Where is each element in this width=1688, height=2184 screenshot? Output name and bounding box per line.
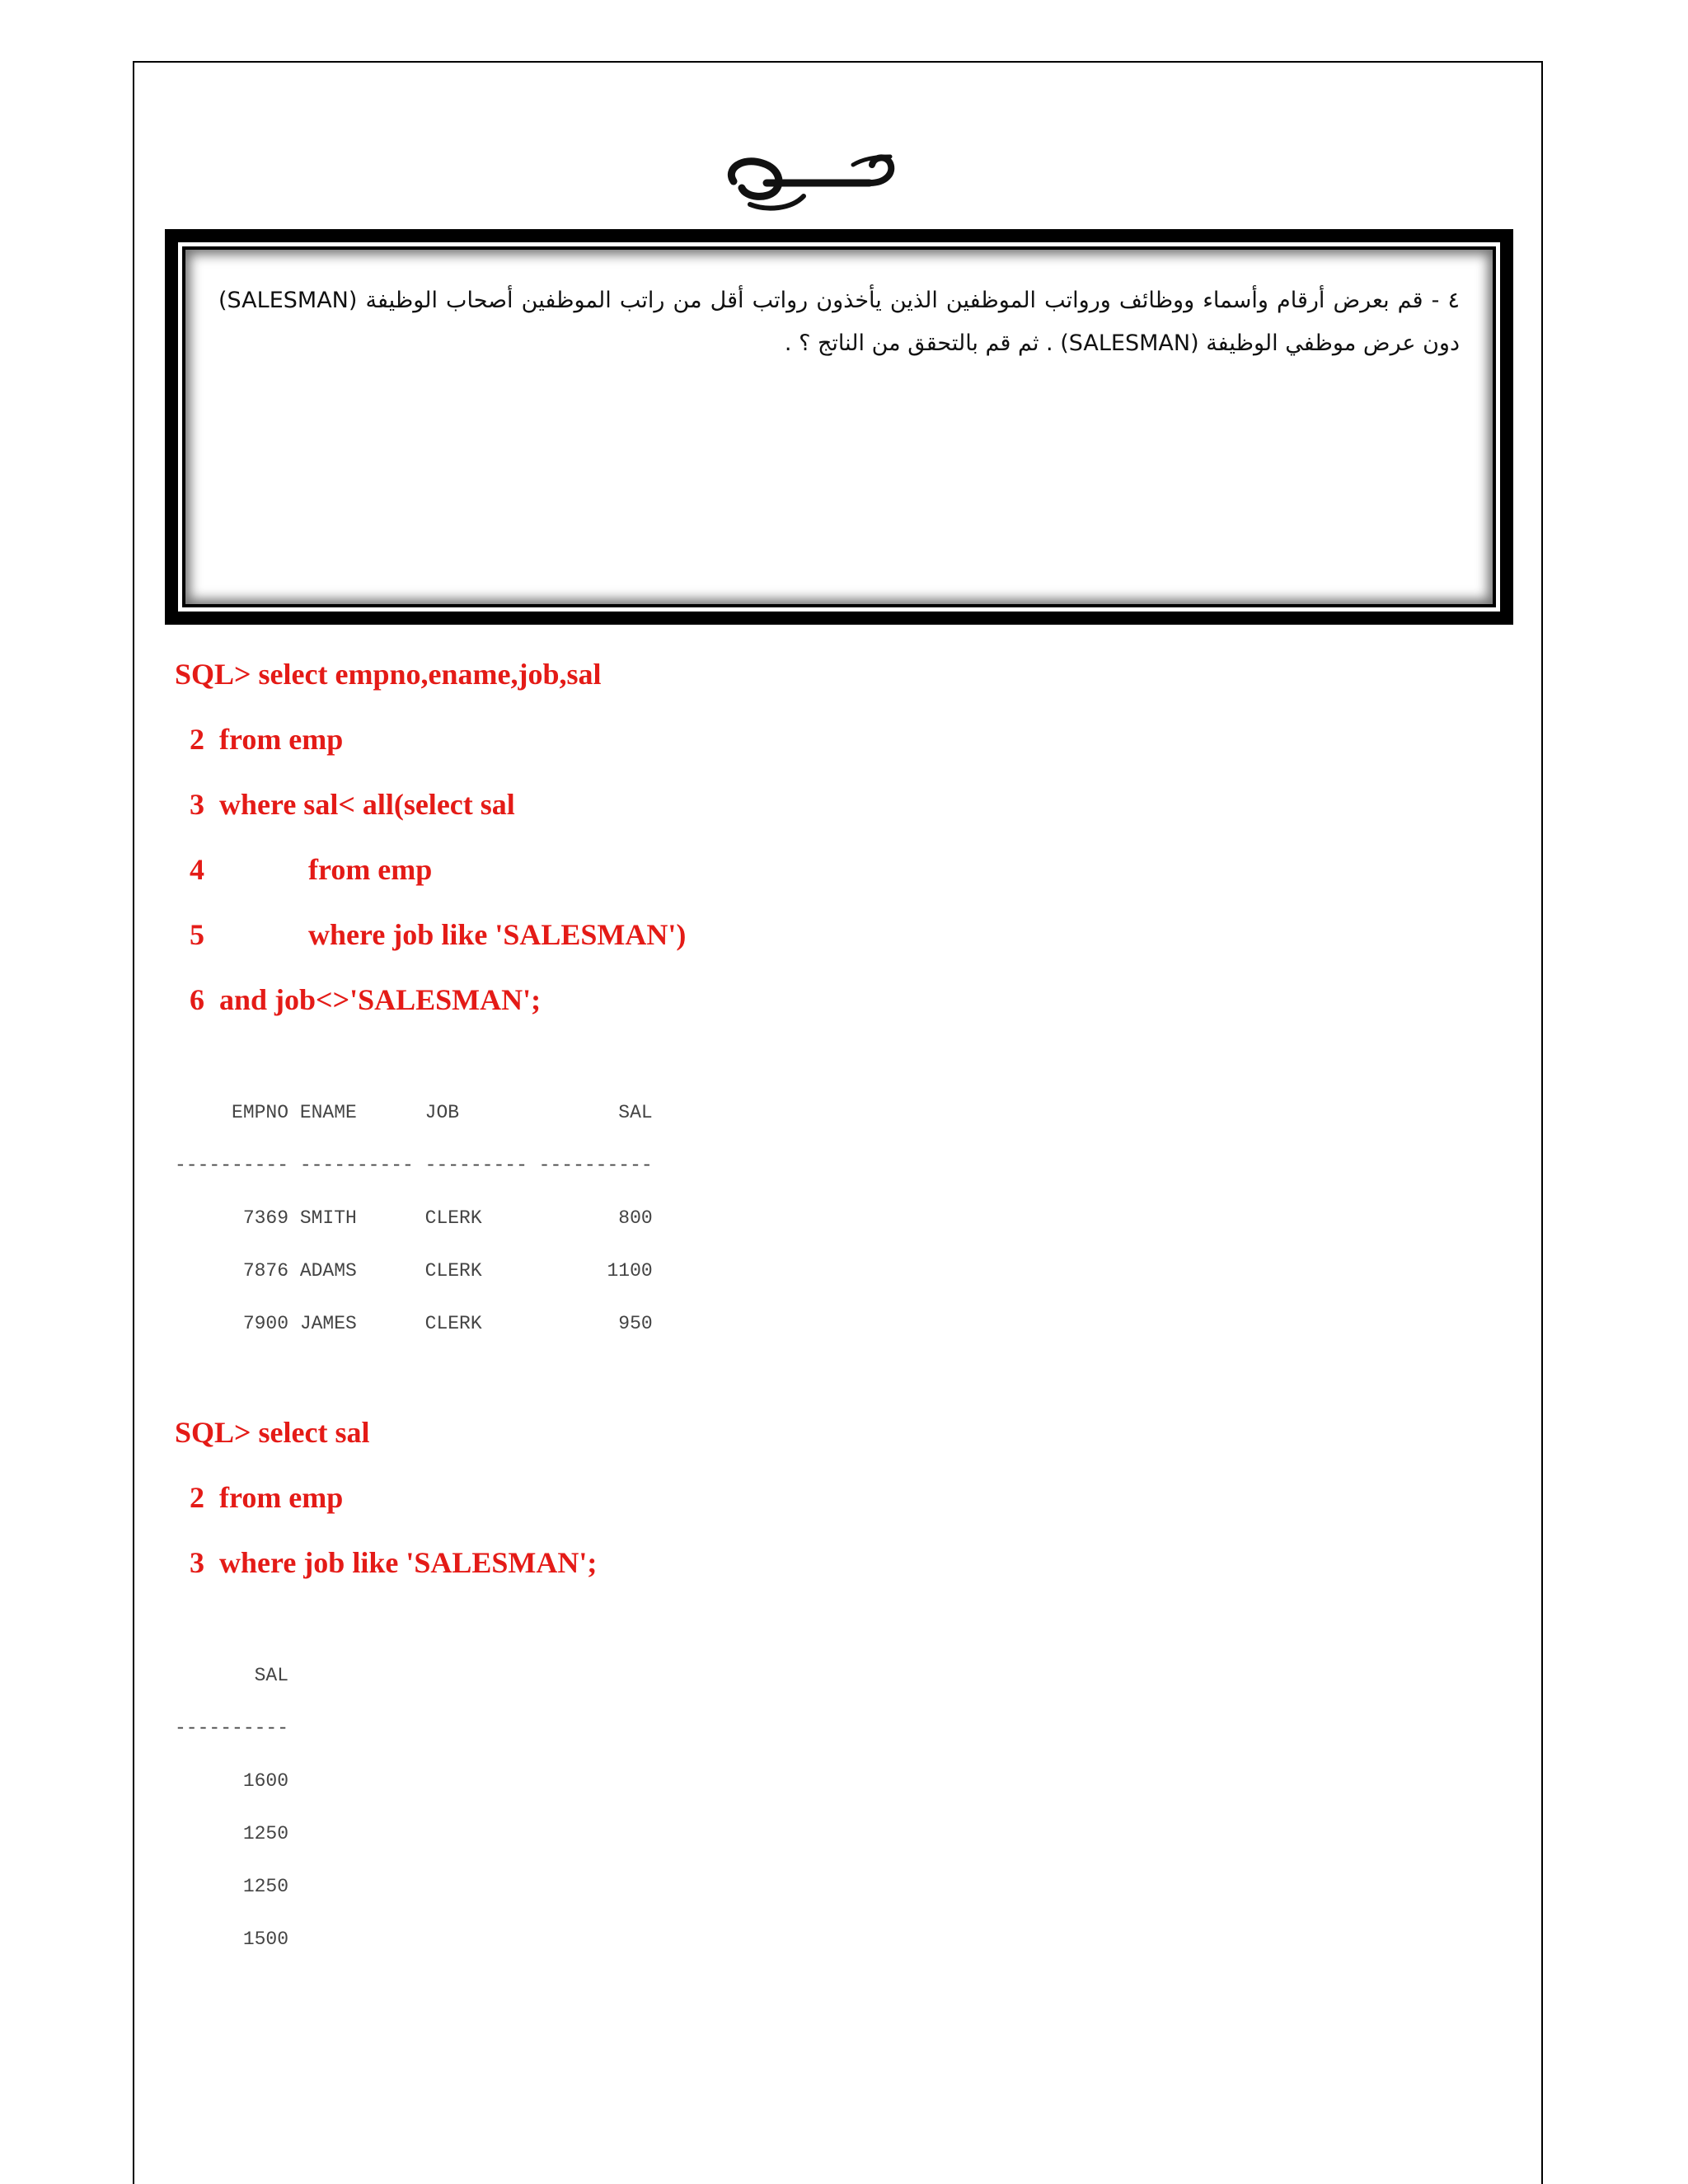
sql-line: 3 where sal< all(select sal: [175, 788, 515, 821]
question-box: [165, 229, 1513, 625]
sql-query-1: [175, 659, 686, 1050]
question-box-frame: [178, 242, 1500, 612]
result-row: 1500: [175, 1929, 289, 1950]
sql-line: SQL> select empno,ename,job,sal: [175, 658, 602, 691]
result-row: 7900 JAMES CLERK 950: [175, 1313, 653, 1334]
sql-line: 2 from emp: [175, 723, 344, 756]
sql-line: 5 where job like 'SALESMAN'): [175, 918, 687, 951]
result-separator: ----------: [175, 1718, 289, 1739]
solution-heading-calligraphy: [717, 132, 915, 214]
result-row: 1250: [175, 1823, 289, 1844]
sql-query-2: [175, 1418, 597, 1613]
query-1-result: [175, 1104, 653, 1367]
sql-line: 6 and job<>'SALESMAN';: [175, 983, 542, 1016]
result-row: 1250: [175, 1876, 289, 1897]
result-separator: ---------- ---------- --------- ----------: [175, 1155, 653, 1176]
sql-line: 4 from emp: [175, 853, 433, 886]
result-row: 7876 ADAMS CLERK 1100: [175, 1260, 653, 1282]
result-row: 1600: [175, 1770, 289, 1792]
sql-line: SQL> select sal: [175, 1416, 370, 1449]
result-header: EMPNO ENAME JOB SAL: [175, 1102, 653, 1123]
result-header: SAL: [175, 1665, 289, 1686]
sql-line: 3 where job like 'SALESMAN';: [175, 1546, 598, 1579]
question-text: ٤ - قم بعرض أرقام وأسماء ووظائف ورواتب الموظفين الذين يأخذون رواتب أقل من راتب الموظفين أصحاب الوظيفة (SALESMAN) دون عرض موظفي الوظيفة (SALESMAN) . ثم قم بالتحقق من الناتج ؟ .: [218, 288, 1460, 356]
result-row: 7369 SMITH CLERK 800: [175, 1207, 653, 1229]
sql-line: 2 from emp: [175, 1481, 344, 1514]
question-box-content: [182, 246, 1496, 607]
query-2-result: [175, 1666, 288, 1983]
